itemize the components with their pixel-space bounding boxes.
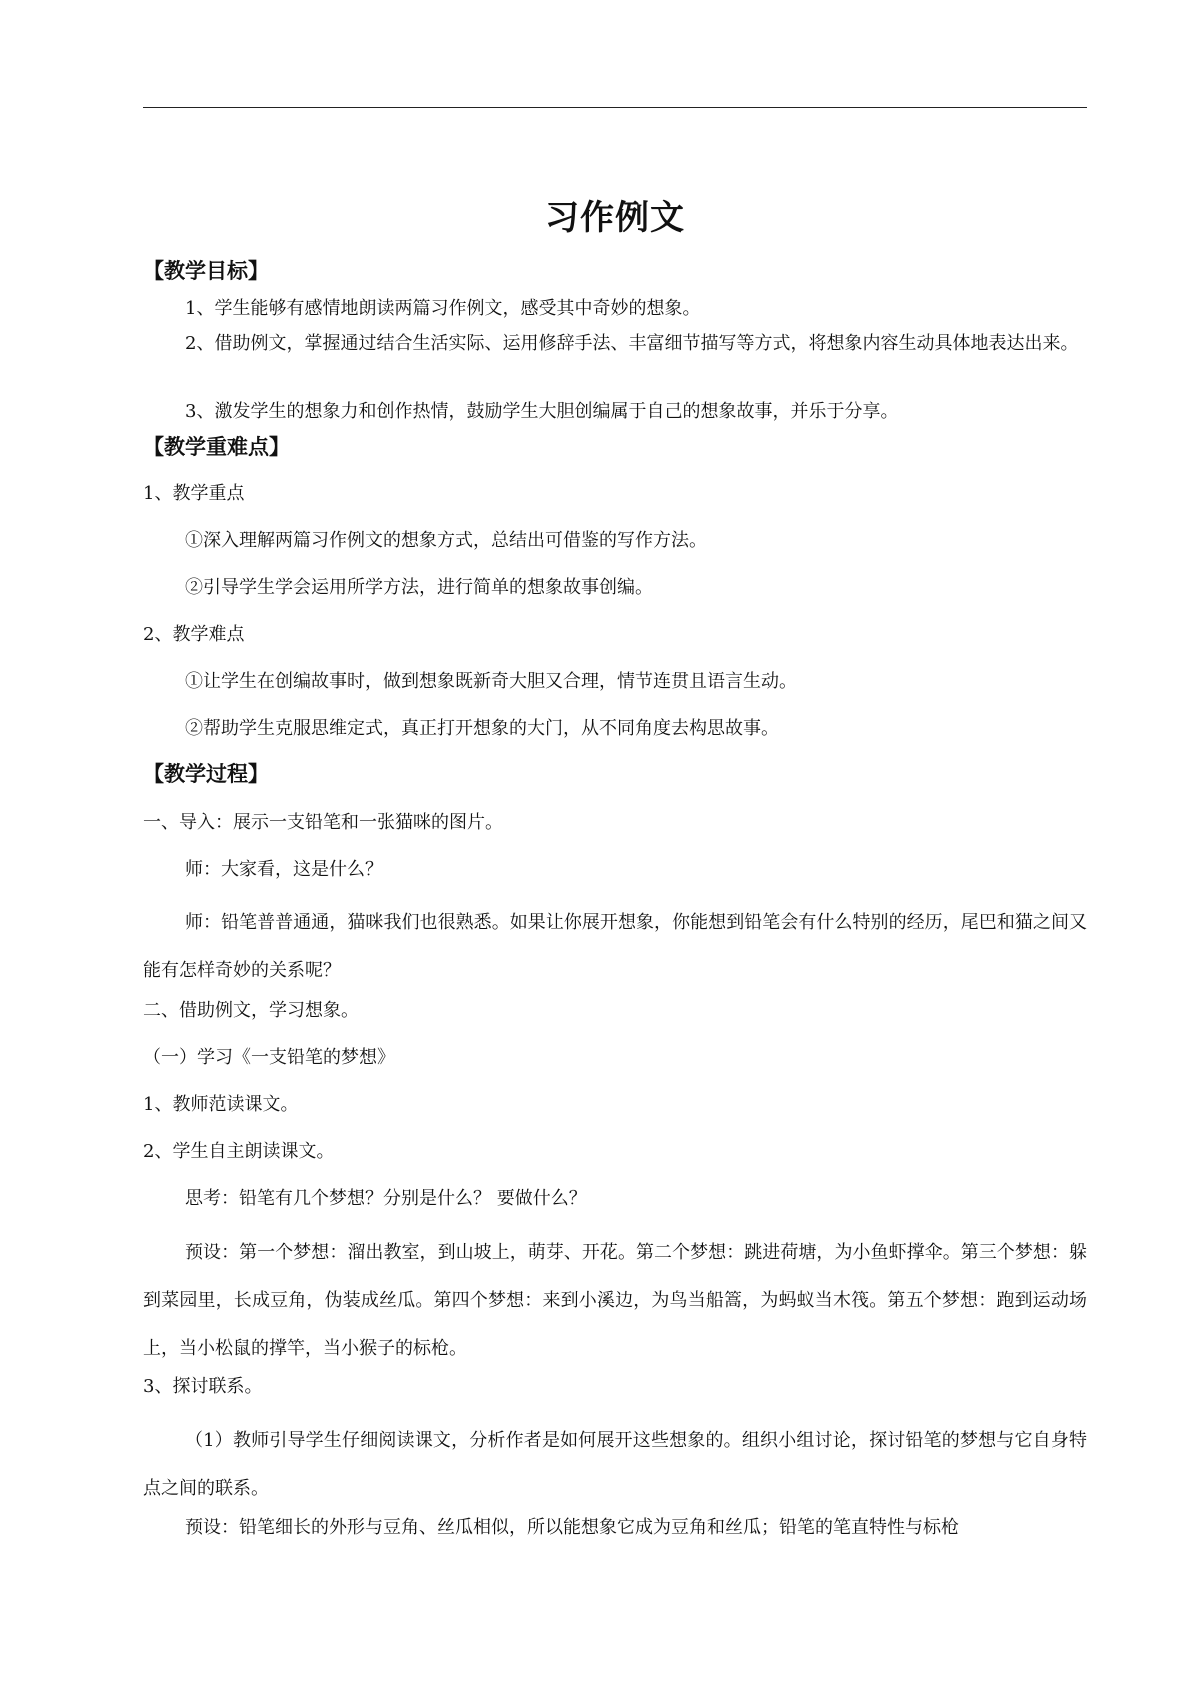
- difficulty-label: 2、教学难点: [143, 624, 245, 645]
- process-line: 预设：第一个梦想：溜出教室，到山坡上，萌芽、开花。第二个梦想：跳进荷塘，为小鱼虾撑伞。第三个梦想：躲到菜园里，长成豆角，伪装成丝瓜。第四个梦想：来到小溪边，为鸟当船篙，为蚂蚁当木筏。第五个梦想：跑到运动场上，当小松鼠的撑竿，当小猴子的标枪。: [143, 1242, 1087, 1359]
- process-line: 3、探讨联系。: [143, 1376, 263, 1397]
- objective-item: 1、学生能够有感情地朗读两篇习作例文，感受其中奇妙的想象。: [185, 298, 701, 319]
- section-heading-objectives: 【教学目标】: [143, 259, 269, 283]
- process-line: 2、学生自主朗读课文。: [143, 1141, 335, 1162]
- focus-item: ①深入理解两篇习作例文的想象方式，总结出可借鉴的写作方法。: [185, 530, 707, 551]
- objective-item: 2、借助例文，掌握通过结合生活实际、运用修辞手法、丰富细节描写等方式，将想象内容生动具体地表达出来。: [185, 333, 1079, 354]
- process-line: 师：大家看，这是什么？: [185, 859, 383, 880]
- section-heading-process: 【教学过程】: [143, 762, 269, 786]
- process-line: 一、导入：展示一支铅笔和一张猫咪的图片。: [143, 812, 503, 833]
- focus-label: 1、教学重点: [143, 483, 245, 504]
- process-line: （1）教师引导学生仔细阅读课文，分析作者是如何展开这些想象的。组织小组讨论，探讨铅笔的梦想与它自身特点之间的联系。: [143, 1430, 1087, 1499]
- process-line: 思考：铅笔有几个梦想？分别是什么？ 要做什么？: [185, 1188, 587, 1209]
- difficulty-item: ②帮助学生克服思维定式，真正打开想象的大门，从不同角度去构思故事。: [185, 718, 779, 739]
- focus-item: ②引导学生学会运用所学方法，进行简单的想象故事创编。: [185, 577, 653, 598]
- page-title: 习作例文: [545, 198, 685, 238]
- process-line: 预设：铅笔细长的外形与豆角、丝瓜相似，所以能想象它成为豆角和丝瓜；铅笔的笔直特性与标枪: [185, 1517, 959, 1538]
- objective-item: 3、激发学生的想象力和创作热情，鼓励学生大胆创编属于自己的想象故事，并乐于分享。: [185, 401, 899, 422]
- section-heading-key-points: 【教学重难点】: [143, 435, 290, 459]
- process-line: （一）学习《一支铅笔的梦想》: [143, 1047, 395, 1068]
- difficulty-item: ①让学生在创编故事时，做到想象既新奇大胆又合理，情节连贯且语言生动。: [185, 671, 797, 692]
- process-line: 1、教师范读课文。: [143, 1094, 299, 1115]
- header-rule: [143, 107, 1087, 108]
- process-line: 二、借助例文，学习想象。: [143, 1000, 359, 1021]
- process-line: 师：铅笔普普通通，猫咪我们也很熟悉。如果让你展开想象，你能想到铅笔会有什么特别的经历，尾巴和猫之间又能有怎样奇妙的关系呢？: [143, 912, 1087, 981]
